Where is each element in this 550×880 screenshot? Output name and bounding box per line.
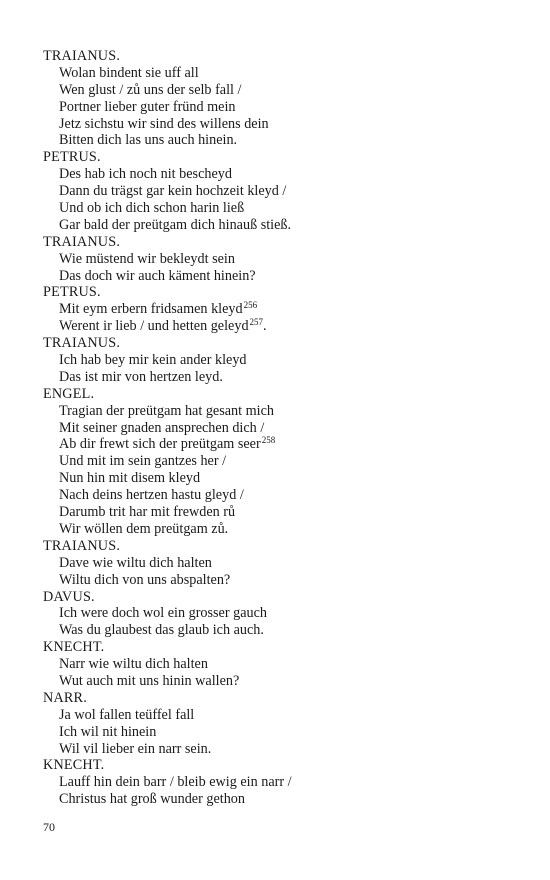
speaker-name xyxy=(43,284,292,301)
verse-text: Des hab ich noch nit bescheyd xyxy=(59,166,232,183)
speaker-name xyxy=(43,335,292,352)
verse-text: Jetz sichstu wir sind des willens dein xyxy=(59,115,269,132)
verse-line xyxy=(43,572,292,589)
verse-text: Das ist mir von hertzen leyd. xyxy=(59,368,223,385)
verse-text: Wen glust / zů uns der selb fall / xyxy=(59,81,242,98)
footnote-marker: 257 xyxy=(249,317,264,328)
footnote-marker: 256 xyxy=(243,300,258,311)
verse-text: Dann du trägst gar kein hochzeit kleyd / xyxy=(59,183,287,200)
verse-line xyxy=(43,369,292,386)
speaker-name xyxy=(43,639,292,656)
speaker-name xyxy=(43,690,292,707)
trailing-punctuation: . xyxy=(263,318,267,335)
verse-line xyxy=(43,132,292,149)
speaker-label: KNECHT. xyxy=(43,639,105,656)
speaker-name xyxy=(43,386,292,403)
verse-text: Ich were doch wol ein grosser gauch xyxy=(59,605,268,622)
verse-line xyxy=(43,268,292,285)
verse-line xyxy=(43,774,292,791)
verse-line xyxy=(43,673,292,690)
verse-text: Wut auch mit uns hinin wallen? xyxy=(59,672,240,689)
speaker-label: NARR. xyxy=(43,689,87,706)
verse-line xyxy=(43,436,292,453)
verse-text: Mit seiner gnaden ansprechen dich / xyxy=(59,419,265,436)
speaker-name xyxy=(43,149,292,166)
verse-line xyxy=(43,791,292,808)
speaker-name xyxy=(43,757,292,774)
verse-text: Nach deins hertzen hastu gleyd / xyxy=(59,487,244,504)
speaker-label: PETRUS. xyxy=(43,149,101,166)
verse-line xyxy=(43,487,292,504)
verse-line xyxy=(43,99,292,116)
verse-text: Darumb trit har mit frewden rů xyxy=(59,504,236,521)
play-text xyxy=(43,48,292,808)
verse-text: Tragian der preütgam hat gesant mich xyxy=(59,402,274,419)
verse-line xyxy=(43,116,292,133)
verse-line xyxy=(43,707,292,724)
verse-line xyxy=(43,251,292,268)
speaker-name xyxy=(43,48,292,65)
verse-line xyxy=(43,352,292,369)
speaker-label: PETRUS. xyxy=(43,284,101,301)
verse-line xyxy=(43,166,292,183)
verse-text: Werent ir lieb / und hetten geleyd xyxy=(59,318,249,335)
speaker-label: ENGEL. xyxy=(43,385,95,402)
verse-line xyxy=(43,622,292,639)
verse-text: Narr wie wiltu dich halten xyxy=(59,656,208,673)
verse-line xyxy=(43,656,292,673)
verse-line xyxy=(43,605,292,622)
verse-text: Das doch wir auch käment hinein? xyxy=(59,267,256,284)
verse-text: Gar bald der preütgam dich hinauß stieß. xyxy=(59,216,292,233)
verse-text: Ich hab bey mir kein ander kleyd xyxy=(59,352,247,369)
verse-text: Ab dir frewt sich der preütgam seer xyxy=(59,436,261,453)
verse-text: Portner lieber guter fründ mein xyxy=(59,98,236,115)
page-number: 70 xyxy=(43,820,55,834)
speaker-label: TRAIANUS. xyxy=(43,335,121,352)
verse-line xyxy=(43,521,292,538)
speaker-name xyxy=(43,234,292,251)
speaker-name xyxy=(43,589,292,606)
speaker-label: DAVUS. xyxy=(43,588,95,605)
verse-text: Nun hin mit disem kleyd xyxy=(59,470,201,487)
verse-line xyxy=(43,301,292,318)
speaker-label: TRAIANUS. xyxy=(43,537,121,554)
verse-text: Wie müstend wir bekleydt sein xyxy=(59,250,235,267)
verse-line xyxy=(43,724,292,741)
verse-text: Wir wöllen dem preütgam zů. xyxy=(59,520,229,537)
verse-text: Christus hat groß wunder gethon xyxy=(59,791,245,808)
speaker-label: TRAIANUS. xyxy=(43,48,121,64)
verse-line xyxy=(43,555,292,572)
verse-text: Mit eym erbern fridsamen kleyd xyxy=(59,301,243,318)
verse-line xyxy=(43,453,292,470)
verse-line xyxy=(43,403,292,420)
verse-text: Ja wol fallen teüffel fall xyxy=(59,706,195,723)
verse-text: Ich wil nit hinein xyxy=(59,723,157,740)
verse-line xyxy=(43,420,292,437)
verse-text: Dave wie wiltu dich halten xyxy=(59,554,212,571)
speaker-label: TRAIANUS. xyxy=(43,233,121,250)
verse-text: Wolan bindent sie uff all xyxy=(59,64,199,81)
verse-text: Bitten dich las uns auch hinein. xyxy=(59,132,238,149)
verse-text: Lauff hin dein barr / bleib ewig ein narr / xyxy=(59,774,292,791)
verse-line xyxy=(43,82,292,99)
verse-line xyxy=(43,741,292,758)
verse-line xyxy=(43,200,292,217)
speaker-label: KNECHT. xyxy=(43,757,105,774)
verse-line xyxy=(43,217,292,234)
footnote-marker: 258 xyxy=(261,435,276,446)
verse-text: Wiltu dich von uns abspalten? xyxy=(59,571,231,588)
verse-line xyxy=(43,318,292,335)
verse-line xyxy=(43,470,292,487)
verse-text: Was du glaubest das glaub ich auch. xyxy=(59,622,264,639)
verse-text: Und ob ich dich schon harin ließ xyxy=(59,200,245,217)
verse-line xyxy=(43,65,292,82)
verse-line xyxy=(43,183,292,200)
verse-line xyxy=(43,504,292,521)
speaker-name xyxy=(43,538,292,555)
verse-text: Wil vil lieber ein narr sein. xyxy=(59,740,212,757)
verse-text: Und mit im sein gantzes her / xyxy=(59,453,227,470)
